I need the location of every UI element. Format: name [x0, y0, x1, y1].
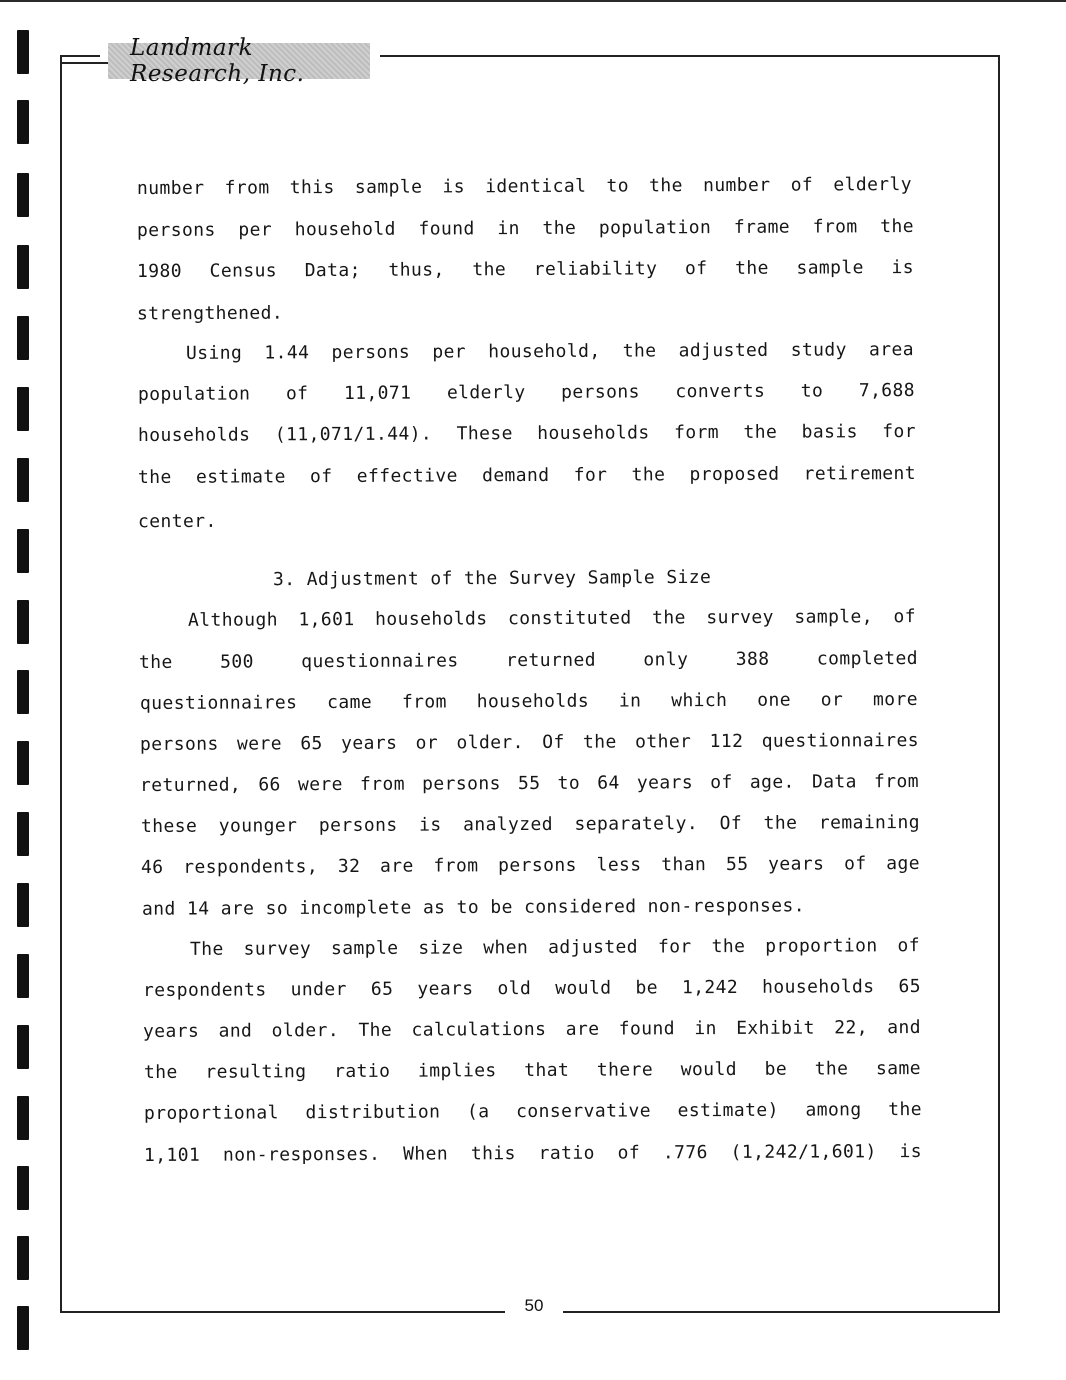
- page-number: 50: [524, 1296, 544, 1315]
- text-line: and 14 are so incomplete as to be considered non-responses.: [141, 895, 806, 920]
- binding-hole: [17, 883, 29, 927]
- text-line: Although 1,601 households constituted the survey sample, of: [187, 606, 917, 631]
- text-line: 1980 Census Data; thus, the reliability of the sample is: [136, 256, 915, 283]
- binding-hole: [17, 529, 29, 573]
- binding-hole: [17, 100, 29, 144]
- section-heading: 3. Adjustment of the Survey Sample Size: [272, 566, 712, 591]
- text-line: center.: [137, 510, 217, 533]
- text-line: persons per household found in the population frame from the: [136, 215, 915, 242]
- text-line: the resulting ratio implies that there would be the same: [143, 1057, 922, 1084]
- binding-hole: [17, 387, 29, 431]
- binding-hole: [17, 1025, 29, 1069]
- text-line: Using 1.44 persons per household, the adjusted study area: [185, 339, 915, 364]
- text-line: the 500 questionnaires returned only 388 completed: [138, 647, 919, 674]
- binding-hole: [17, 741, 29, 785]
- text-line: persons were 65 years or older. Of the other 112 questionnaires: [139, 729, 920, 756]
- text-line: proportional distribution (a conservative estimate) among the: [143, 1098, 923, 1125]
- text-line: 46 respondents, 32 are from persons less than 55 years of age: [140, 852, 921, 879]
- frame-top-left-segment: [60, 62, 108, 64]
- page-top-edge: [0, 0, 1066, 2]
- text-line: these younger persons is analyzed separately. Of the remaining: [140, 811, 921, 838]
- binding-hole: [17, 600, 29, 644]
- company-logo: [108, 35, 370, 87]
- text-line: households (11,071/1.44). These households form the basis for: [137, 420, 917, 447]
- binding-hole: [17, 954, 29, 998]
- company-logo-text: Landmark Research, Inc.: [130, 35, 305, 87]
- text-line: years and older. The calculations are found in Exhibit 22, and: [142, 1016, 922, 1043]
- binding-hole: [17, 316, 29, 360]
- binding-hole: [17, 173, 29, 217]
- text-line: questionnaires came from households in which one or more: [139, 688, 919, 715]
- text-line: 1,101 non-responses. When this ratio of .776 (1,242/1,601) is: [143, 1140, 923, 1167]
- binding-hole: [17, 812, 29, 856]
- text-line: the estimate of effective demand for the proposed retirement: [137, 462, 917, 489]
- text-line: The survey sample size when adjusted for the proportion of: [189, 935, 921, 960]
- binding-hole: [17, 458, 29, 502]
- text-line: population of 11,071 elderly persons converts to 7,688: [137, 379, 916, 406]
- text-line: returned, 66 were from persons 55 to 64 years of age. Data from: [139, 770, 920, 797]
- binding-hole: [17, 245, 29, 289]
- text-line: respondents under 65 years old would be 1,242 households 65: [142, 975, 922, 1002]
- binding-hole: [17, 30, 29, 74]
- binding-hole: [17, 1306, 29, 1350]
- text-line: strengthened.: [136, 302, 284, 325]
- binding-hole: [17, 1166, 29, 1210]
- binding-hole: [17, 670, 29, 714]
- binding-hole: [17, 1236, 29, 1280]
- binding-hole: [17, 1096, 29, 1140]
- text-line: number from this sample is identical to the number of elderly: [136, 173, 913, 200]
